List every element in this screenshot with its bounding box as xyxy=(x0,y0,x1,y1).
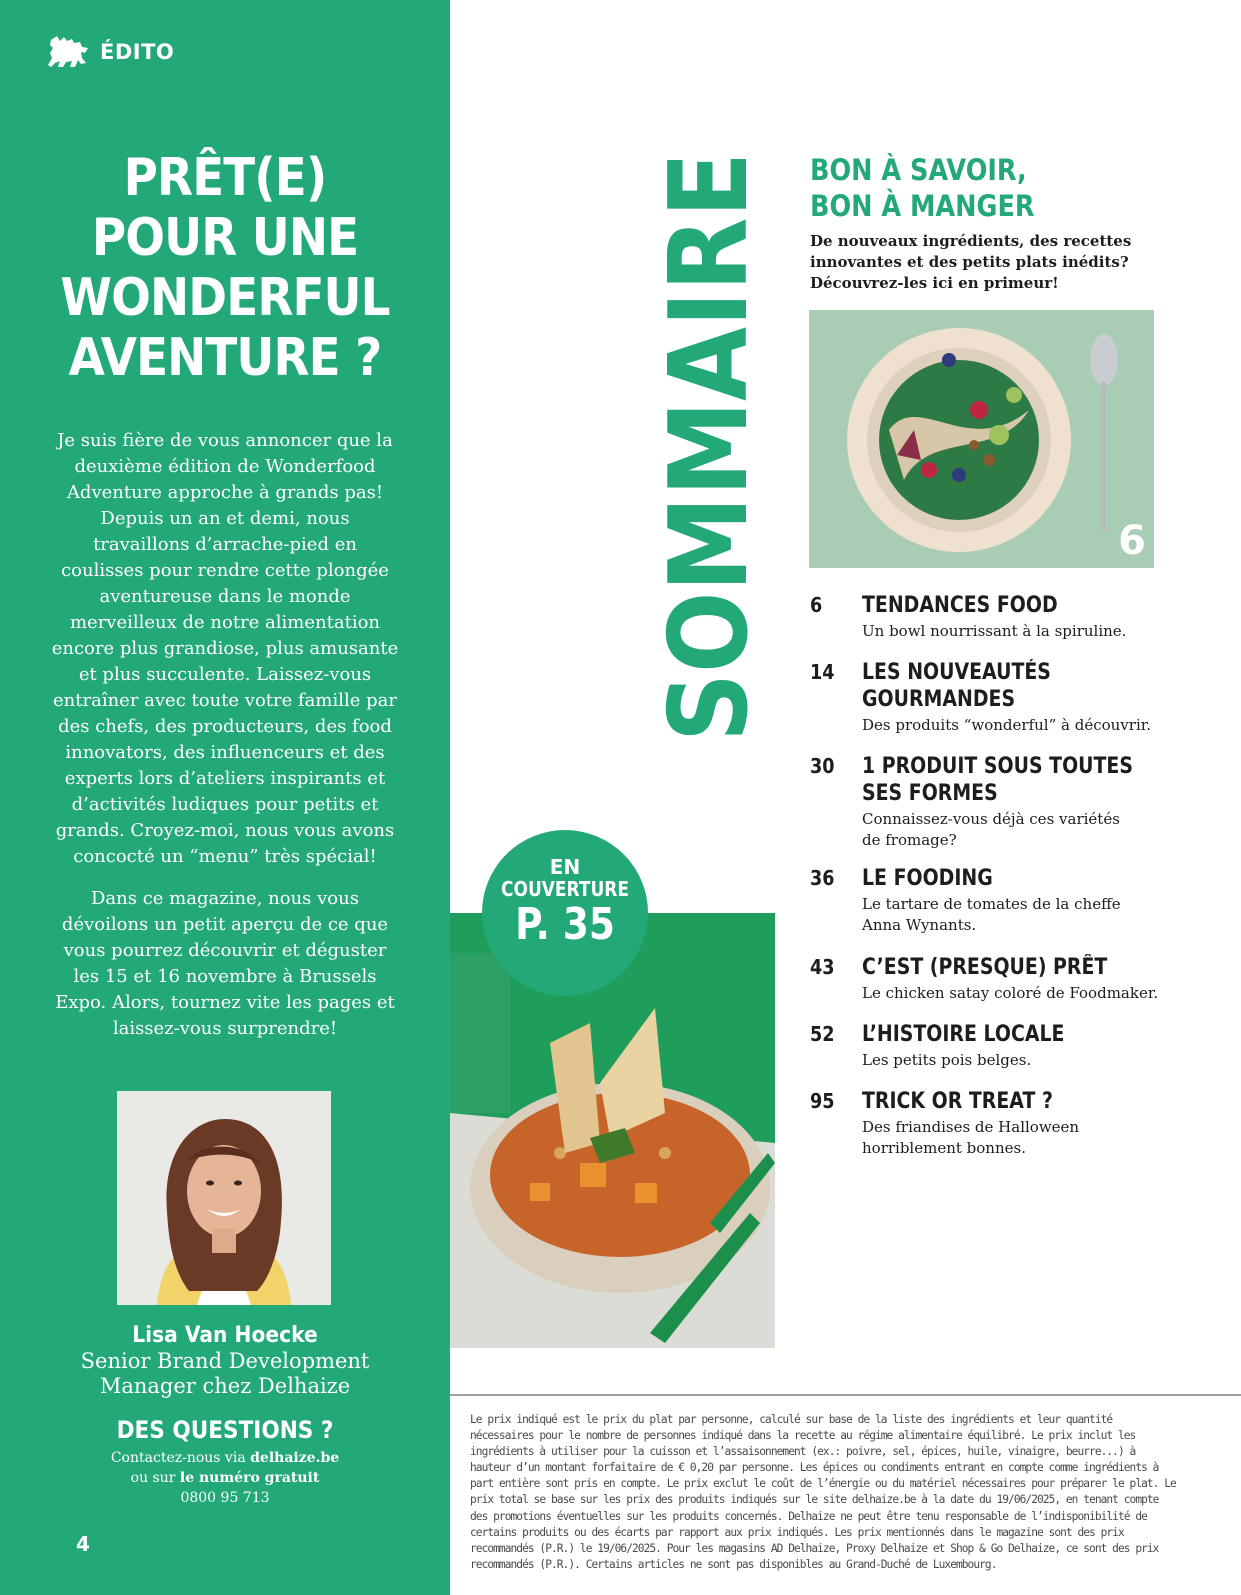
contact-text: Contactez-nous via xyxy=(110,1450,251,1466)
table-of-contents xyxy=(810,592,1220,1159)
toc-title: SES FORMES xyxy=(862,781,998,806)
intro-title-line: BON À MANGER xyxy=(810,189,1035,223)
toc-page: 36 xyxy=(810,866,835,890)
signature-role-line: Manager chez Delhaize xyxy=(99,1374,351,1398)
author-portrait xyxy=(117,1091,331,1305)
questions-title: DES QUESTIONS ? xyxy=(116,1416,334,1444)
free-number-label: le numéro gratuit xyxy=(179,1470,320,1486)
phone-number[interactable]: 0800 95 713 xyxy=(180,1490,270,1506)
intro-title xyxy=(810,152,1035,224)
toc-item[interactable] xyxy=(810,954,1220,1004)
edito-paragraph: Dans ce magazine, nous vous dévoilons un petit aperçu de ce que vous pourrez découvrir et déguster les 15 et 16 novembre à Brussels Expo. Alors, tournez vite les pages et laissez-vous surprendre! xyxy=(55,888,395,1039)
website-link[interactable]: delhaize.be xyxy=(250,1450,340,1466)
intro-title-line: BON À SAVOIR, xyxy=(810,153,1027,187)
page-number: 4 xyxy=(76,1532,90,1556)
signature-role xyxy=(20,1349,430,1399)
sommaire-vertical-title xyxy=(647,76,772,752)
cover-badge[interactable] xyxy=(482,830,648,996)
toc-page: 6 xyxy=(810,593,823,617)
signature-role-line: Senior Brand Development xyxy=(80,1349,370,1373)
signature-name: Lisa Van Hoecke xyxy=(132,1323,318,1348)
divider xyxy=(450,1394,1241,1396)
toc-desc: Un bowl nourrissant à la spiruline. xyxy=(862,622,1127,640)
toc-item[interactable] xyxy=(810,659,1220,736)
edito-title-line: POUR UNE xyxy=(91,208,359,268)
badge-line: EN xyxy=(549,855,581,879)
toc-title: LE FOODING xyxy=(862,866,993,891)
toc-title: 1 PRODUIT SOUS TOUTES xyxy=(862,754,1133,779)
toc-item[interactable] xyxy=(810,1021,1220,1071)
toc-desc: Des friandises de Halloween horriblement bonnes. xyxy=(862,1118,1080,1157)
edito-title-line: PRÊT(E) xyxy=(123,148,327,208)
edito-title xyxy=(41,148,410,388)
toc-title: GOURMANDES xyxy=(862,687,1016,712)
edito-paragraph: Je suis fière de vous annoncer que la deuxième édition de Wonderfood Adventure approche à grands pas! Depuis un an et demi, nous travaillons d’arrache-pied en coulisses pour rendre cette plongée aventureuse dans le monde merveilleux de notre alimentation encore plus grandiose, plus amusante et plus succulente. Laissez-vous entraîner avec toute votre famille par des chefs, des producteurs, des food innovators, des influenceurs et des experts lors d’ateliers inspirants et d’activités ludiques pour petits et grands. Croyez-moi, nous vous avons concocté un “menu” très spécial! xyxy=(51,430,399,867)
toc-title: L’HISTOIRE LOCALE xyxy=(862,1022,1065,1047)
badge-line: COUVERTURE xyxy=(501,877,629,901)
edito-title-line: AVENTURE ? xyxy=(68,328,382,388)
edito-body xyxy=(50,428,400,1042)
toc-desc: Les petits pois belges. xyxy=(862,1051,1032,1069)
toc-desc: Le chicken satay coloré de Foodmaker. xyxy=(862,984,1159,1002)
edito-title-line: WONDERFUL xyxy=(60,268,390,328)
toc-desc: Des produits “wonderful” à découvrir. xyxy=(862,716,1152,734)
toc-page: 43 xyxy=(810,955,835,979)
spirulina-bowl-photo xyxy=(809,310,1154,568)
toc-item[interactable] xyxy=(810,753,1220,851)
intro-text: De nouveaux ingrédients, des recettes innovantes et des petits plats inédits? Découvrez-les ici en primeur! xyxy=(810,232,1132,292)
toc-desc: Connaissez-vous déjà ces variétés de fromage? xyxy=(862,810,1120,849)
badge-page: P. 35 xyxy=(515,899,615,950)
toc-desc: Le tartare de tomates de la cheffe Anna Wynants. xyxy=(862,895,1121,934)
questions-contact xyxy=(20,1448,430,1508)
photo-page-number: 6 xyxy=(1118,518,1146,564)
toc-item[interactable] xyxy=(810,592,1220,642)
price-disclaimer: Le prix indiqué est le prix du plat par personne, calculé sur base de la liste des ingrédients et leur quantité nécessaires pour le nombre de personnes indiqué dans la recette au régime alimentaire équilibré. Le prix inclut les ingrédients à utiliser pour la cuisson et l’assaisonnement (ex.: poivre, sel, épices, huile, vinaigre, beurre...) à hauteur d’un montant forfaitaire de € 0,20 par personne. Les épices ou condiments entrant en compte comme ingrédients à part entière sont pris en compte. Le prix exclut le coût de l’énergie ou du matériel nécessaires pour préparer le plat. Le prix total se base sur les prix des produits indiqués sur le site delhaize.be à la date du 19/06/2025, en tenant compte des promotions éventuelles sur les produits concernés. Delhaize ne peut être tenu responsable de l’indisponibilité de certains produits ou des écarts par rapport aux prix indiqués. Les prix mentionnés dans le magazine sont des prix recommandés (P.R.) le 19/06/2025. Pour les magasins AD Delhaize, Proxy Delhaize et Shop & Go Delhaize, ce sont des prix recommandés (P.R.). Certains articles ne sont pas disponibles au Grand-Duché de Luxembourg. xyxy=(470,1413,1176,1571)
sommaire-title-text: SOMMAIRE xyxy=(647,76,772,742)
toc-page: 30 xyxy=(810,754,835,778)
section-label: ÉDITO xyxy=(100,40,175,64)
section-tag xyxy=(48,36,174,68)
toc-title: TENDANCES FOOD xyxy=(862,593,1058,618)
contact-text: ou sur xyxy=(130,1470,180,1486)
toc-title: TRICK OR TREAT ? xyxy=(862,1089,1053,1114)
toc-page: 95 xyxy=(810,1089,835,1113)
toc-item[interactable] xyxy=(810,1088,1220,1159)
toc-title: C’EST (PRESQUE) PRÊT xyxy=(862,955,1108,980)
toc-page: 52 xyxy=(810,1022,835,1046)
lion-icon xyxy=(48,36,88,68)
toc-page: 14 xyxy=(810,660,835,684)
toc-item[interactable] xyxy=(810,865,1220,936)
portrait-illustration xyxy=(117,1091,331,1305)
edito-column xyxy=(0,0,450,1595)
toc-title: LES NOUVEAUTÉS xyxy=(862,660,1051,685)
bowl-illustration xyxy=(809,310,1154,568)
